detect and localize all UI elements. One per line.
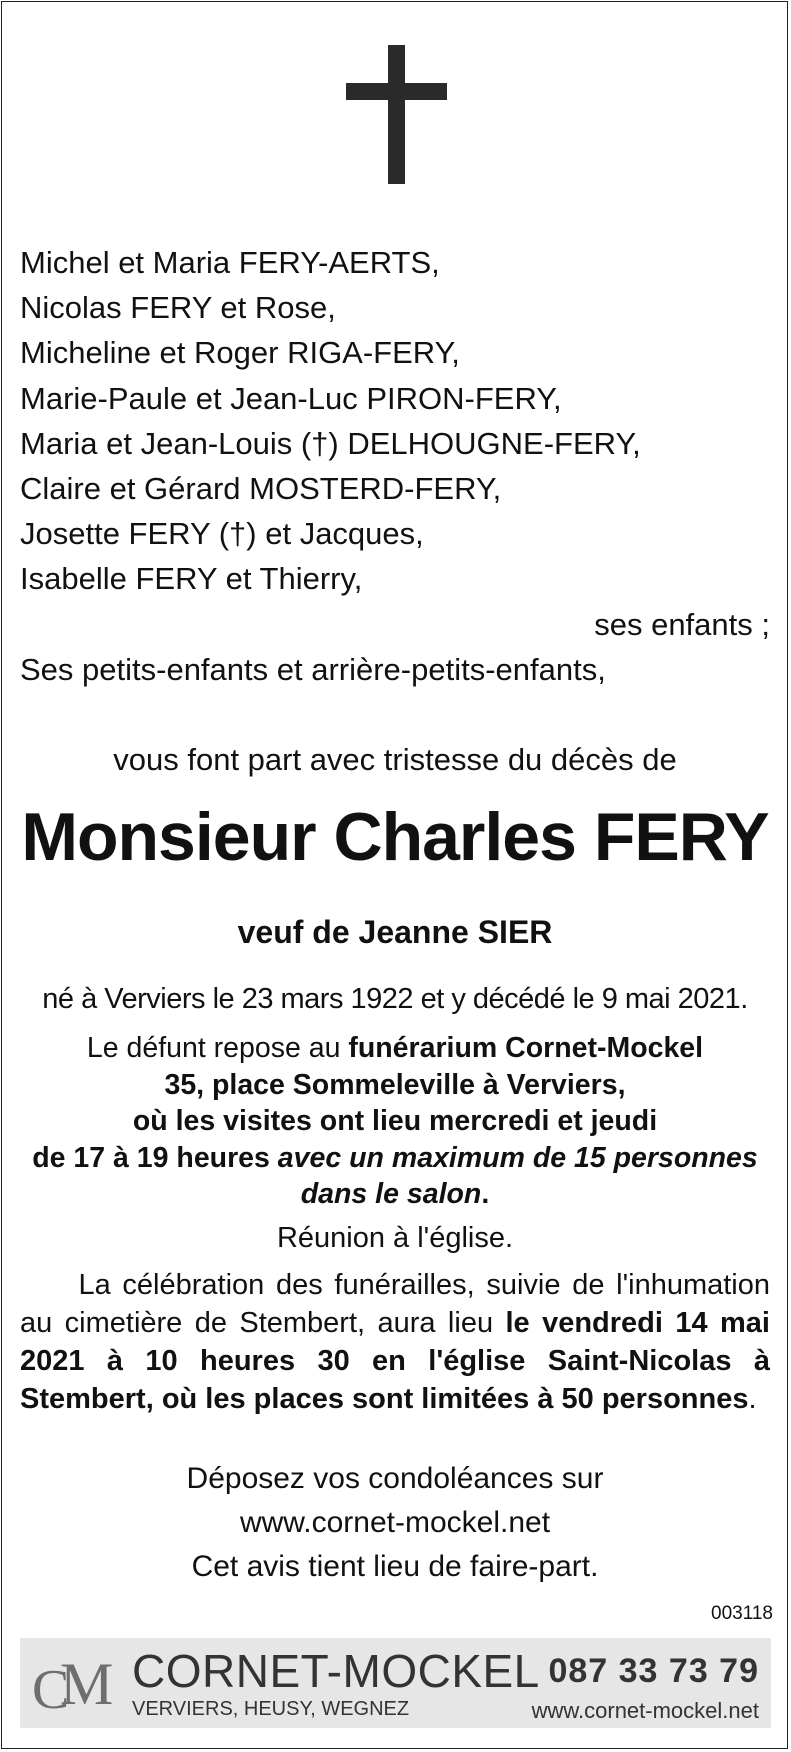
ceremony-normal: La célébration des funérailles, suivie de l'inhumation au cimetière de Stembert, aura lieu [20,1269,770,1339]
brand-towns: VERVIERS, HEUSY, WEGNEZ [132,1698,410,1720]
rest-line5-end: . [481,1178,490,1210]
family-list [20,240,770,692]
children-label: ses enfants ; [594,606,770,642]
family-line: Josette FERY (†) et Jacques, [20,516,424,552]
widow-of: veuf de Jeanne SIER [237,914,553,950]
rest-info [20,1030,770,1213]
rest-line5-italic: dans le salon [300,1178,482,1210]
born-died: né à Verviers le 23 mars 1922 et y décédé le 9 mai 2021. [42,983,748,1015]
condolences-line: Déposez vos condoléances sur [186,1462,604,1495]
condolences [20,1457,770,1589]
ceremony-end: . [748,1383,757,1415]
family-line: Marie-Paule et Jean-Luc PIRON-FERY, [20,380,562,416]
rest-line1-bold: funérarium Cornet-Mockel [348,1032,704,1064]
notice-line: Cet avis tient lieu de faire-part. [191,1550,599,1583]
family-line: Nicolas FERY et Rose, [20,290,336,326]
brand-name: CORNET-MOCKEL [132,1645,540,1697]
reference-number: 003118 [711,1603,773,1624]
family-line: Maria et Jean-Louis (†) DELHOUGNE-FERY, [20,425,641,461]
family-line: Claire et Gérard MOSTERD-FERY, [20,471,502,507]
family-line: Michel et Maria FERY-AERTS, [20,245,440,280]
rest-line1-normal: Le défunt repose au [86,1032,349,1064]
logo-letter-c: C [32,1659,70,1721]
cornet-mockel-logo [30,1642,120,1722]
rest-line4-italic: avec un maximum de 15 personnes [277,1141,758,1174]
deceased-name: Monsieur Charles FERY [21,799,769,875]
rest-line4-bold: de 17 à 19 heures [32,1141,278,1174]
funeral-home-banner [20,1638,771,1728]
family-line: Micheline et Roger RIGA-FERY, [20,335,460,371]
ceremony-paragraph [20,1266,770,1418]
rest-line2: 35, place Sommeleville à Verviers, [164,1068,626,1101]
intro-line: vous font part avec tristesse du décès de [113,742,677,777]
brand-website[interactable]: www.cornet-mockel.net [531,1698,759,1723]
logo-letter-m: M [60,1651,114,1717]
ceremony-bold: le vendredi 14 mai 2021 à 10 heures 30 en l'église Saint-Nicolas à Stembert, où les places sont limitées à 50 personnes [20,1307,770,1415]
rest-line3: où les visites ont lieu mercredi et jeudi [132,1105,658,1137]
brand-phone[interactable]: 087 33 73 79 [548,1652,759,1690]
meeting-line: Réunion à l'église. [276,1222,514,1254]
condolences-url[interactable]: www.cornet-mockel.net [239,1506,551,1539]
family-line: Isabelle FERY et Thierry, [20,561,363,597]
grandchildren-line: Ses petits-enfants et arrière-petits-enfants, [20,651,606,687]
